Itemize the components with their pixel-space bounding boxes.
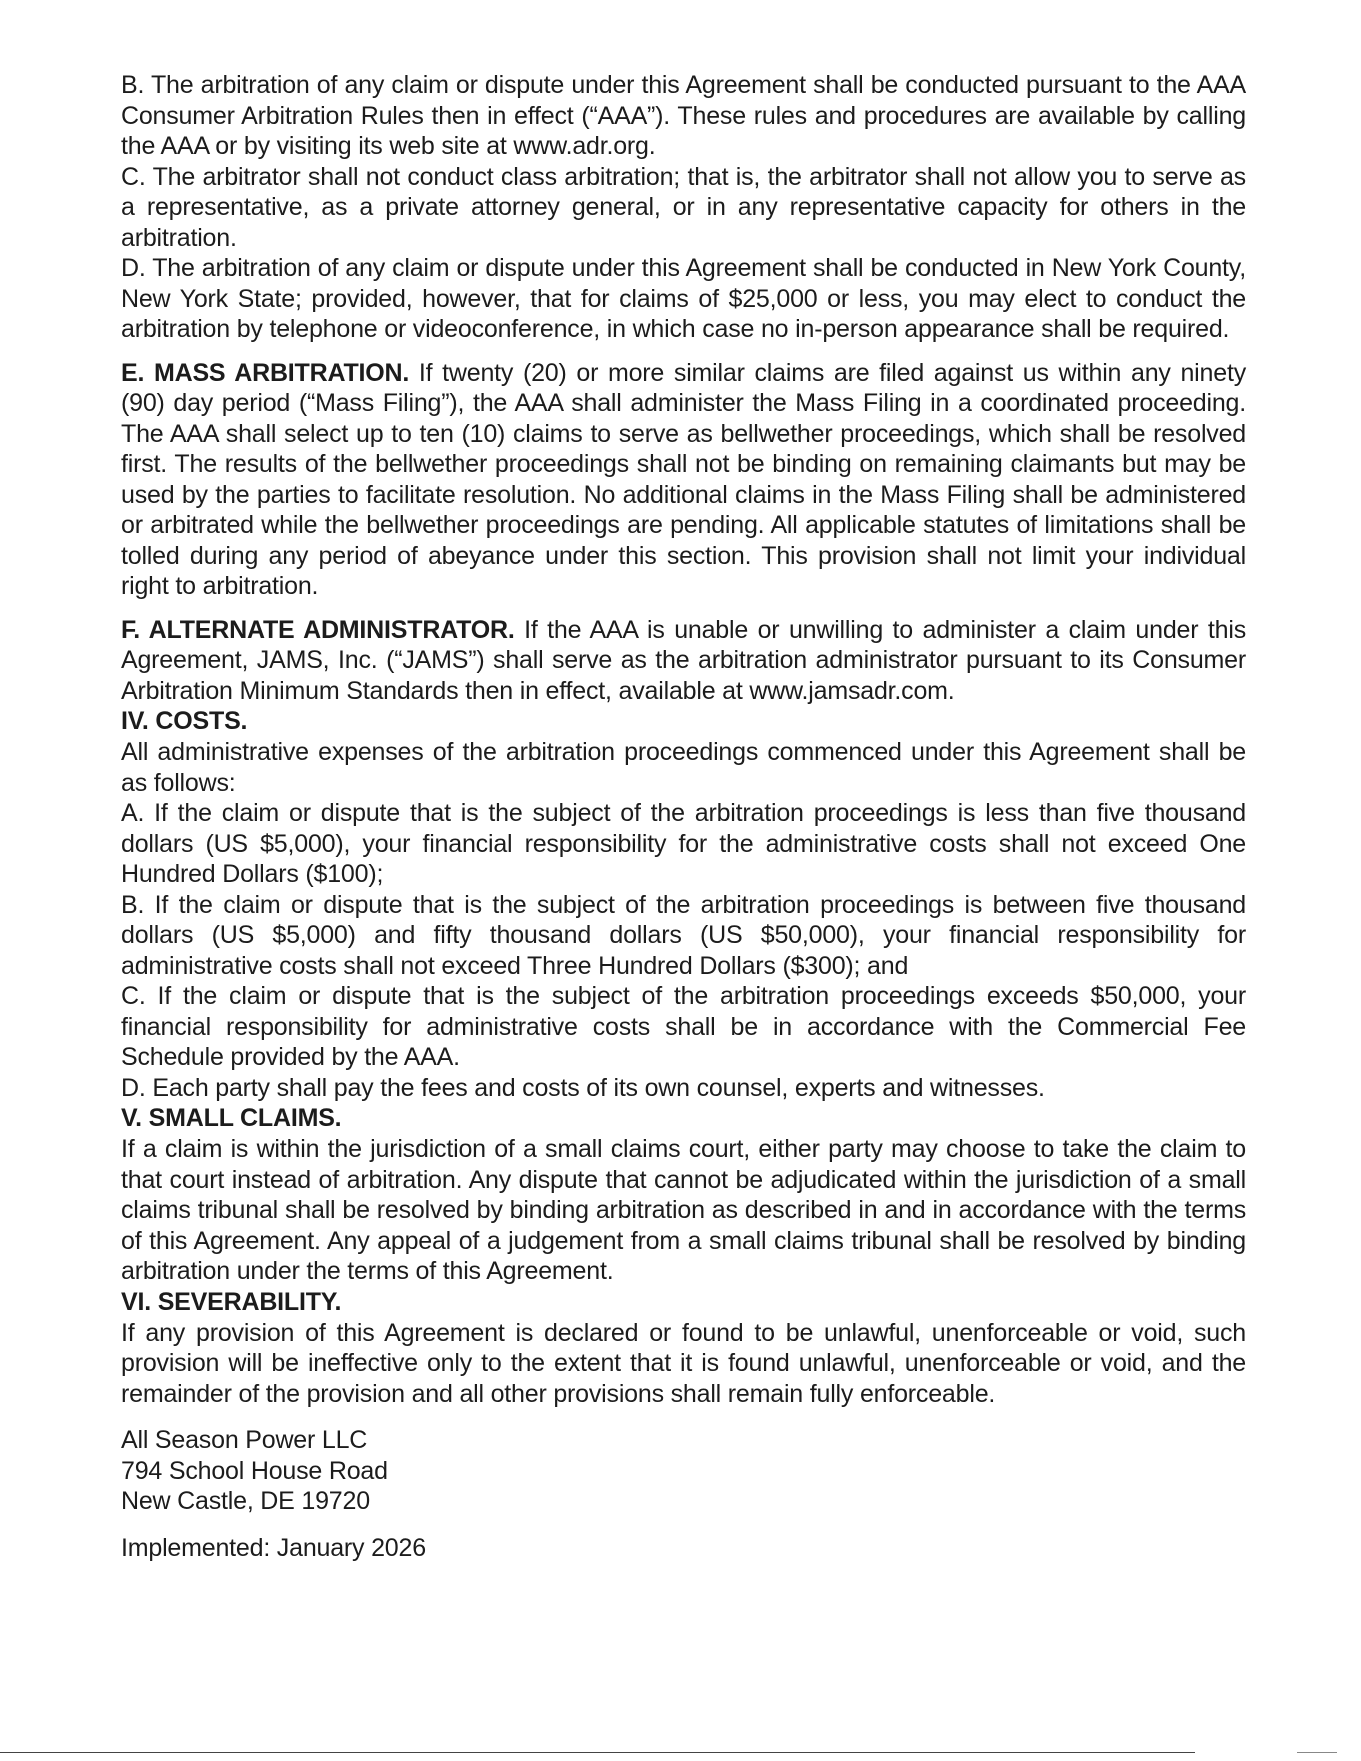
costs-heading: IV. COSTS.: [121, 707, 248, 735]
company-street: 794 School House Road: [121, 1456, 388, 1485]
severability-heading: VI. SEVERABILITY.: [121, 1287, 342, 1316]
company-city: New Castle, DE 19720: [121, 1487, 370, 1515]
document-page: [121, 70, 1246, 1563]
clause-f: [121, 615, 1246, 707]
clause-f-body: If the AAA is unable or unwilling to administer a claim under this Agreement, JAMS, Inc. (“JAMS”) shall serve as the arbitration administrator pursuant to its Consumer Arbitration Minimum Standards then in effect, available at www.jamsadr.com.: [121, 615, 1246, 705]
costs-d: D. Each party shall pay the fees and costs of its own counsel, experts and witnesses.: [121, 1073, 1045, 1102]
small-claims-body: If a claim is within the jurisdiction of a small claims court, either party may choose to take the claim to that court instead of arbitration. Any dispute that cannot be adjudicated within the jurisdiction of a small claims tribunal shall be resolved by binding arbitration as described in and in accordance with the terms of this Agreement. Any appeal of a judgement from a small claims tribunal shall be resolved by binding arbitration under the terms of this Agreement.: [121, 1135, 1246, 1285]
clause-b: B. The arbitration of any claim or dispute under this Agreement shall be conducted pursuant to the AAA Consumer Arbitration Rules then in effect (“AAA”). These rules and procedures are available by calling the AAA or by visiting its web site at www.adr.org.: [121, 71, 1246, 160]
company-name: All Season Power LLC: [121, 1426, 368, 1454]
clause-e-title: E. MASS ARBITRATION.: [121, 358, 410, 387]
costs-b: B. If the claim or dispute that is the subject of the arbitration proceedings is between five thousand dollars (US $5,000) and fifty thousand dollars (US $50,000), your financial responsibility for administrative costs shall not exceed Three Hundred Dollars ($300); and: [121, 890, 1246, 980]
company-address: [121, 1425, 1246, 1517]
clause-e-body: If twenty (20) or more similar claims are filed against us within any ninety (90) day period (“Mass Filing”), the AAA shall administer the Mass Filing in a coordinated proceeding. The AAA shall select up to ten (10) claims to serve as bellwether proceedings, which shall be resolved first. The results of the bellwether proceedings shall not be binding on remaining claimants but may be used by the parties to facilitate resolution. No additional claims in the Mass Filing shall be administered or arbitrated while the bellwether proceedings are pending. All applicable statutes of limitations shall be tolled during any period of abeyance under this section. This provision shall not limit your individual right to arbitration.: [121, 358, 1246, 600]
costs-c: C. If the claim or dispute that is the subject of the arbitration proceedings exceeds $50,000, your financial responsibility for administrative costs shall be in accordance with the Commercial Fee Schedule provided by the AAA.: [121, 982, 1246, 1071]
clause-e: [121, 358, 1246, 602]
severability-body: If any provision of this Agreement is declared or found to be unlawful, unenforceable or void, such provision will be ineffective only to the extent that it is found unlawful, unenforceable or void, and the remainder of the provision and all other provisions shall remain fully enforceable.: [121, 1318, 1246, 1408]
implemented-date: Implemented: January 2026: [121, 1533, 426, 1562]
small-claims-heading: V. SMALL CLAIMS.: [121, 1104, 342, 1132]
clause-d: D. The arbitration of any claim or dispute under this Agreement shall be conducted in New York County, New York State; provided, however, that for claims of $25,000 or less, you may elect to conduct the arbitration by telephone or videoconference, in which case no in-person appearance shall be required.: [121, 254, 1246, 343]
bottom-rule: [0, 1752, 1195, 1753]
costs-intro: All administrative expenses of the arbitration proceedings commenced under this Agreement shall be as follows:: [121, 738, 1246, 797]
clause-c: C. The arbitrator shall not conduct class arbitration; that is, the arbitrator shall not allow you to serve as a representative, as a private attorney general, or in any representative capacity for others in the arbitration.: [121, 162, 1246, 252]
bottom-tick: [1297, 1752, 1337, 1753]
clause-f-title: F. ALTERNATE ADMINISTRATOR.: [121, 615, 515, 644]
costs-a: A. If the claim or dispute that is the subject of the arbitration proceedings is less than five thousand dollars (US $5,000), your financial responsibility for the administrative costs shall not exceed One Hundred Dollars ($100);: [121, 799, 1246, 888]
